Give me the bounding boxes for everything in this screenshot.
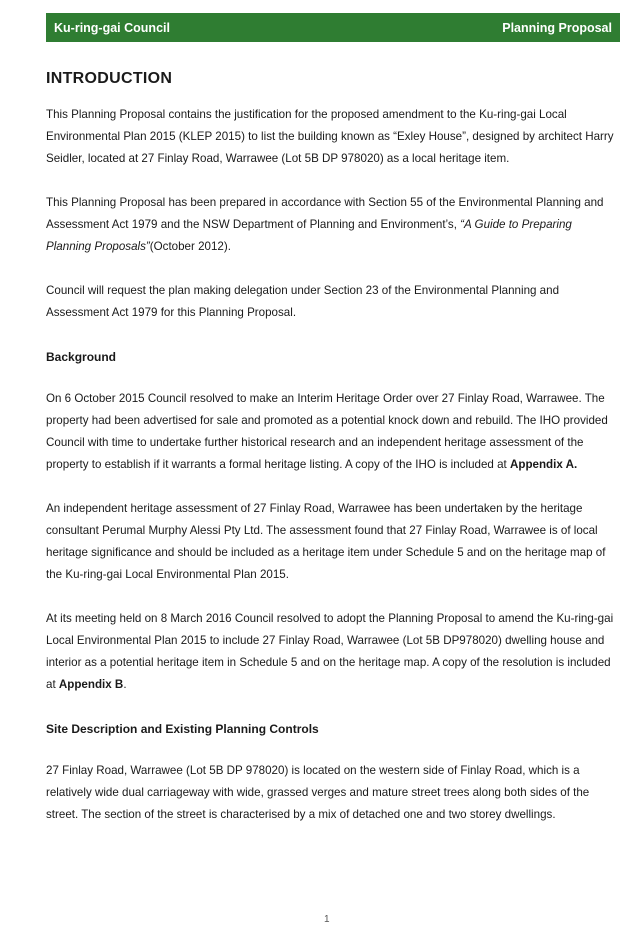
background-paragraph-1 bbox=[46, 388, 614, 476]
document-body bbox=[46, 70, 614, 848]
background-heading: Background bbox=[46, 350, 117, 364]
document-header-bar bbox=[46, 13, 620, 42]
intro-paragraph-2-date: (October 2012). bbox=[149, 240, 231, 253]
background-paragraph-1-text: On 6 October 2015 Council resolved to make an Interim Heritage Order over 27 Finlay Road, Warrawee. The property had been advertised for sale and promoted as a potential knock down and rebuild. The IHO provided Council with time to undertake further historical research and an independent heritage assessment of the property to establish if it warrants a formal heritage listing. A copy of the IHO is included at bbox=[46, 392, 608, 471]
intro-paragraph-3: Council will request the plan making delegation under Section 23 of the Environmental Planning and Assessment Act 1979 for this Planning Proposal. bbox=[46, 284, 560, 319]
header-document-type: Planning Proposal bbox=[502, 20, 612, 35]
intro-paragraph-2 bbox=[46, 192, 614, 258]
background-paragraph-3-end: . bbox=[123, 678, 127, 691]
site-description-heading: Site Description and Existing Planning Controls bbox=[46, 722, 319, 736]
appendix-b-reference: Appendix B bbox=[58, 678, 124, 691]
page-number: 1 bbox=[324, 914, 330, 925]
background-paragraph-2: An independent heritage assessment of 27 Finlay Road, Warrawee has been undertaken by the heritage consultant Perumal Murphy Alessi Pty Ltd. The assessment found that 27 Finlay Road, Warrawee is of local heritage significance and should be included as a heritage item under Schedule 5 and on the heritage map of the Ku-ring-gai Local Environmental Plan 2015. bbox=[46, 502, 606, 581]
appendix-a-reference: Appendix A. bbox=[509, 458, 578, 471]
guide-title: “A Guide to Preparing Planning Proposals” bbox=[46, 218, 572, 253]
background-paragraph-3-text: At its meeting held on 8 March 2016 Council resolved to adopt the Planning Proposal to amend the Ku-ring-gai Local Environmental Plan 2015 to include 27 Finlay Road, Warrawee (Lot 5B DP978020) dwelling house and interior as a potential heritage item in Schedule 5 and on the heritage map. A copy of the resolution is included at bbox=[46, 612, 614, 691]
site-description-paragraph-1: 27 Finlay Road, Warrawee (Lot 5B DP 978020) is located on the western side of Finlay Road, which is a relatively wide dual carriageway with wide, grassed verges and mature street trees along both sides of the street. The section of the street is characterised by a mix of detached one and two storey dwellings. bbox=[46, 764, 590, 821]
background-paragraph-3 bbox=[46, 608, 614, 696]
header-council-name: Ku-ring-gai Council bbox=[54, 20, 170, 35]
intro-paragraph-2-text: This Planning Proposal has been prepared in accordance with Section 55 of the Environmental Planning and Assessment Act 1979 and the NSW Department of Planning and Environment’s, bbox=[46, 196, 604, 231]
intro-paragraph-1: This Planning Proposal contains the justification for the proposed amendment to the Ku-ring-gai Local Environmental Plan 2015 (KLEP 2015) to list the building known as “Exley House”, designed by architect Harry Seidler, located at 27 Finlay Road, Warrawee (Lot 5B DP 978020) as a local heritage item. bbox=[46, 108, 614, 165]
section-title: INTRODUCTION bbox=[46, 70, 173, 87]
